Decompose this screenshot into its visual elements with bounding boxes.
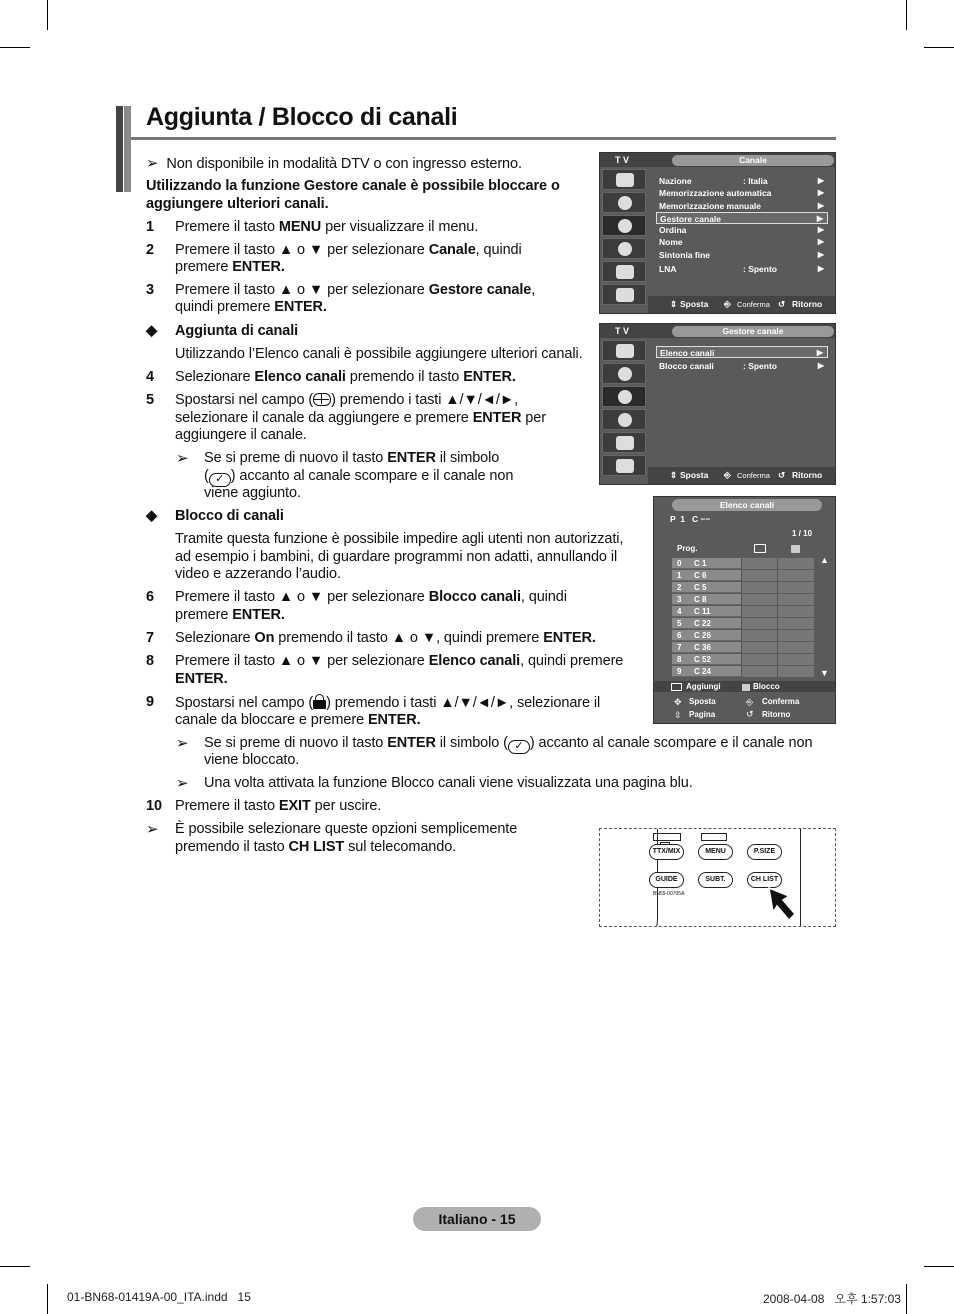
- crop-mark: [906, 1284, 907, 1314]
- note-text: viene bloccato.: [204, 752, 300, 768]
- sidebar-input-icon[interactable]: [602, 432, 646, 453]
- crop-mark: [0, 1266, 30, 1267]
- sidebar-picture-icon[interactable]: [602, 169, 646, 190]
- triangle-right-icon: ▶: [817, 361, 824, 370]
- add-cell[interactable]: [741, 570, 777, 581]
- psize-button[interactable]: P.SIZE: [747, 844, 782, 860]
- sidebar-digital-icon[interactable]: [602, 284, 646, 305]
- lock-icon: [791, 545, 800, 553]
- channel-number: 5: [677, 619, 682, 628]
- triangle-right-icon: ▶: [817, 176, 824, 185]
- step-text: per visualizzare il menu.: [321, 219, 479, 235]
- arrow-icon: ➢: [176, 775, 189, 792]
- step-key: EXIT: [278, 798, 311, 814]
- remote-illustration: [599, 828, 836, 927]
- crop-mark: [0, 47, 30, 48]
- sidebar-channel-icon[interactable]: [602, 215, 646, 236]
- input-icon: [616, 436, 634, 450]
- add-field-icon: [671, 683, 682, 691]
- tv-menu-canale: [599, 152, 836, 314]
- step-text: , quindi: [475, 242, 522, 258]
- lock-cell[interactable]: [777, 618, 814, 629]
- step-key: ENTER: [472, 410, 522, 426]
- intro-text: Utilizzando la funzione Gestore canale è possibile bloccare o aggiungere ulteriori canali.: [146, 178, 560, 212]
- step-text: Selezionare: [175, 369, 255, 385]
- channel-number: 3: [677, 595, 682, 604]
- title-rule: [131, 137, 836, 140]
- note-text: ) accanto al canale scompare e il canale non: [230, 468, 514, 484]
- channel-name: C 36: [694, 643, 711, 652]
- legend-confirm: Conferma: [762, 697, 800, 706]
- step-number: 1: [146, 219, 154, 235]
- scroll-down-icon[interactable]: ▼: [820, 668, 829, 678]
- channel-name: C 26: [694, 631, 711, 640]
- block-text-line: ad esempio i bambini, di guardare programmi non adatti, annullando il: [175, 548, 618, 565]
- channel-name: C 52: [694, 655, 711, 664]
- pointer-hand-icon: [765, 884, 805, 924]
- step-text: Premere il tasto: [175, 219, 279, 235]
- sidebar-input-icon[interactable]: [602, 261, 646, 282]
- channel-number: 9: [677, 667, 682, 676]
- guide-button[interactable]: GUIDE: [649, 872, 684, 888]
- add-text: Utilizzando l’Elenco canali è possibile aggiungere ulteriori canali.: [175, 346, 583, 362]
- step-text: ) premendo i tasti ▲/▼/◄/►,: [331, 392, 519, 408]
- step-text: premere: [175, 259, 233, 275]
- menu-row-manual[interactable]: Memorizzazione manuale ▶: [659, 201, 824, 211]
- menu-footer: [648, 296, 835, 313]
- add-cell[interactable]: [741, 594, 777, 605]
- note-text: Una volta attivata la funzione Blocco canali viene visualizzata una pagina blu.: [204, 775, 693, 791]
- table-row[interactable]: [672, 666, 785, 677]
- step-text: quindi premere: [175, 299, 275, 315]
- note-text: il simbolo: [435, 450, 500, 466]
- diamond-icon: ◆: [146, 508, 158, 524]
- triangle-right-icon: ▶: [817, 225, 824, 234]
- add-cell[interactable]: [741, 642, 777, 653]
- table-row[interactable]: [672, 582, 785, 593]
- step-text: Premere il tasto ▲ o ▼ per selezionare: [175, 653, 429, 669]
- note-text: È possibile selezionare queste opzioni semplicemente: [175, 821, 518, 837]
- sidebar-sound-icon[interactable]: [602, 363, 646, 384]
- file-info: 01-BN68-01419A-00_ITA.indd 15: [67, 1290, 251, 1304]
- step-3: [146, 282, 596, 318]
- step-6: [146, 589, 596, 625]
- menu-row-nome[interactable]: Nome ▶: [659, 237, 824, 247]
- menu-row-elenco[interactable]: Elenco canali ▶: [656, 346, 828, 358]
- note-key: ENTER: [387, 735, 436, 751]
- step-4: [146, 369, 596, 387]
- step-1: [146, 219, 596, 237]
- step-key: Gestore canale: [428, 282, 532, 298]
- updown-icon: ⇕: [670, 299, 678, 309]
- sidebar-setup-icon[interactable]: [602, 238, 646, 259]
- ttx-mix-button[interactable]: TTX/MIX: [649, 844, 684, 860]
- step-key: ENTER.: [232, 259, 285, 275]
- channel-page: 1 / 10: [792, 529, 813, 538]
- menu-sidebar: [601, 168, 647, 307]
- step-text: Premere il tasto ▲ o ▼ per selezionare: [175, 242, 429, 258]
- diamond-icon: ◆: [146, 323, 158, 339]
- block-heading: ◆ Blocco di canali: [146, 508, 284, 524]
- digital-icon: [616, 459, 634, 473]
- step-text: premere: [175, 607, 233, 623]
- note-text: viene aggiunto.: [204, 485, 301, 501]
- table-row[interactable]: [672, 570, 785, 581]
- legend-page: Pagina: [689, 710, 716, 719]
- step-number: 9: [146, 694, 154, 710]
- channel-number: 7: [677, 643, 682, 652]
- triangle-right-icon: ▶: [817, 201, 824, 210]
- channel-list-header: Elenco canali: [672, 499, 822, 511]
- step-text: ) premendo i tasti ▲/▼/◄/►, selezionare il: [326, 695, 601, 711]
- footer-back: Ritorno: [792, 470, 823, 480]
- note-text: (: [204, 468, 209, 484]
- step-10: [146, 798, 596, 816]
- triangle-right-icon: ▶: [817, 237, 824, 246]
- add-cell[interactable]: [741, 582, 777, 593]
- step-text: Premere il tasto ▲ o ▼ per selezionare: [175, 589, 429, 605]
- teletext-icon: [701, 833, 727, 841]
- menu-row-sintonia[interactable]: Sintonia fine ▶: [659, 250, 824, 260]
- table-row[interactable]: [672, 594, 785, 605]
- add-cell[interactable]: [741, 654, 777, 665]
- sound-icon: [618, 367, 632, 381]
- menu-top-bar: [600, 324, 835, 338]
- crop-mark: [924, 1266, 954, 1267]
- triangle-right-icon: ▶: [817, 264, 824, 273]
- ch-list-button[interactable]: CH LIST: [747, 872, 782, 888]
- add-cell[interactable]: [741, 606, 777, 617]
- crop-mark: [924, 47, 954, 48]
- sound-icon: [618, 196, 632, 210]
- step-9: [146, 694, 626, 730]
- step-text: , quindi premere: [520, 653, 624, 669]
- picture-icon: [616, 344, 634, 358]
- step-key: ENTER.: [463, 369, 516, 385]
- step-number: 4: [146, 369, 154, 385]
- crop-mark: [47, 0, 48, 30]
- legend-lock: Blocco: [753, 682, 780, 691]
- step-text: ,: [531, 282, 536, 298]
- check-icon: ✓: [209, 473, 231, 487]
- block-text-line: Tramite questa funzione è possibile impedire agli utenti non autorizzati,: [175, 531, 624, 547]
- subt-button[interactable]: SUBT.: [698, 872, 733, 888]
- footer-back: Ritorno: [792, 299, 823, 309]
- step-5-note: [176, 450, 556, 504]
- step-text: aggiungere il canale.: [175, 427, 307, 443]
- step-key: On: [254, 630, 275, 646]
- lock-cell[interactable]: [777, 606, 814, 617]
- step-text: Spostarsi nel campo (: [175, 695, 314, 711]
- step-8: [146, 653, 626, 689]
- channel-number: 2: [677, 583, 682, 592]
- step-text: Premere il tasto ▲ o ▼ per selezionare: [175, 282, 429, 298]
- step-number: 5: [146, 392, 154, 408]
- menu-tv-label: T V: [615, 155, 630, 165]
- add-cell[interactable]: [741, 666, 777, 677]
- step-text: selezionare il canale da aggiungere e premere: [175, 410, 473, 426]
- step-key: ENTER.: [274, 299, 327, 315]
- return-icon: ↺: [778, 470, 786, 480]
- menu-row-blocco[interactable]: Blocco canali : Spento ▶: [659, 361, 824, 371]
- legend-move: Sposta: [689, 697, 716, 706]
- channel-current: P 1 C −−: [670, 514, 711, 524]
- lock-cell[interactable]: [777, 666, 814, 677]
- step-text: premendo il tasto: [345, 369, 464, 385]
- menu-row-auto[interactable]: Memorizzazione automatica ▶: [659, 188, 824, 198]
- lock-cell[interactable]: [777, 570, 814, 581]
- step-text: per uscire.: [310, 798, 382, 814]
- lock-cell[interactable]: [777, 558, 814, 569]
- crop-mark: [47, 1284, 48, 1314]
- lock-cell[interactable]: [777, 594, 814, 605]
- channel-number: 8: [677, 655, 682, 664]
- page-number: Italiano - 15: [413, 1207, 541, 1231]
- channel-name: C 22: [694, 619, 711, 628]
- lock-icon: [742, 684, 750, 691]
- step-number: 6: [146, 589, 154, 605]
- note-text: Non disponibile in modalità DTV o con ingresso esterno.: [166, 156, 522, 172]
- step-text: Selezionare: [175, 630, 255, 646]
- menu-row-gestore[interactable]: Gestore canale ▶: [656, 212, 828, 224]
- teletext-icon: [653, 833, 681, 841]
- note-key: CH LIST: [288, 839, 345, 855]
- arrow-icon: ➢: [146, 821, 159, 838]
- menu-header: Canale: [672, 155, 834, 166]
- step-key: Elenco canali: [428, 653, 521, 669]
- channel-number: 6: [677, 631, 682, 640]
- input-icon: [616, 265, 634, 279]
- enter-icon: ⎆: [724, 470, 731, 480]
- table-row[interactable]: [672, 606, 785, 617]
- channel-prog-label: Prog.: [677, 544, 698, 553]
- step-9-note-2: [176, 775, 836, 794]
- note-text: il simbolo (: [435, 735, 508, 751]
- step-key: Elenco canali: [254, 369, 346, 385]
- step-number: 2: [146, 242, 154, 258]
- channel-number: 1: [677, 571, 682, 580]
- title-bar-dark: [116, 106, 123, 192]
- step-number: 3: [146, 282, 154, 298]
- block-text: [175, 531, 645, 584]
- channel-icon: [618, 219, 632, 233]
- step-text: per: [521, 410, 546, 426]
- add-cell[interactable]: [741, 630, 777, 641]
- channel-name: C 1: [694, 559, 707, 568]
- arrow-icon: ➢: [176, 450, 189, 467]
- setup-icon: [618, 242, 632, 256]
- sidebar-sound-icon[interactable]: [602, 192, 646, 213]
- channel-name: C 24: [694, 667, 711, 676]
- page-title: Aggiunta / Blocco di canali: [146, 103, 458, 131]
- triangle-right-icon: ▶: [817, 250, 824, 259]
- legend-add: Aggiungi: [686, 682, 721, 691]
- menu-row-nazione[interactable]: Nazione : Italia ▶: [659, 176, 824, 186]
- step-key: ENTER.: [543, 630, 596, 646]
- lock-cell[interactable]: [777, 654, 814, 665]
- add-heading: ◆ Aggiunta di canali: [146, 323, 299, 339]
- note-text: Se si preme di nuovo il tasto: [204, 450, 388, 466]
- scroll-up-icon[interactable]: ▲: [820, 555, 829, 565]
- channel-name: C 6: [694, 571, 707, 580]
- step-text: premendo il tasto ▲ o ▼, quindi premere: [274, 630, 544, 646]
- lock-icon: [313, 694, 326, 709]
- note-text: sul telecomando.: [344, 839, 457, 855]
- step-text: , quindi: [520, 589, 567, 605]
- step-9-note-1: [176, 735, 836, 771]
- step-7: [146, 630, 626, 648]
- footer-move: Sposta: [680, 299, 709, 309]
- table-row[interactable]: [672, 558, 785, 569]
- note-text: Se si preme di nuovo il tasto: [204, 735, 388, 751]
- enter-icon: ⎆: [746, 697, 754, 707]
- triangle-right-icon: ▶: [816, 348, 823, 357]
- note-text: ) accanto al canale scompare e il canale non: [529, 735, 813, 751]
- enter-icon: ⎆: [724, 299, 731, 309]
- footer-confirm: Conferma: [737, 471, 770, 480]
- step-key: MENU: [278, 219, 322, 235]
- footer-confirm: Conferma: [737, 300, 770, 309]
- step-number: 7: [146, 630, 154, 646]
- sidebar-picture-icon[interactable]: [602, 340, 646, 361]
- footer-move: Sposta: [680, 470, 709, 480]
- channel-list-panel: [653, 496, 836, 724]
- table-row[interactable]: [672, 654, 785, 665]
- return-icon: ↺: [778, 299, 786, 309]
- channel-icon: [618, 390, 632, 404]
- tv-menu-gestore: [599, 323, 836, 485]
- menu-header: Gestore canale: [672, 326, 834, 337]
- sidebar-channel-icon[interactable]: [602, 386, 646, 407]
- menu-row-ordina[interactable]: Ordina ▶: [659, 225, 824, 235]
- setup-icon: [618, 413, 632, 427]
- channel-number: 0: [677, 559, 682, 568]
- menu-sidebar: [601, 339, 647, 478]
- page-icon: ⇳: [674, 710, 682, 720]
- step-text: Spostarsi nel campo (: [175, 392, 314, 408]
- step-text: Premere il tasto: [175, 798, 279, 814]
- title-bar-light: [124, 106, 131, 192]
- menu-row-lna[interactable]: LNA : Spento ▶: [659, 264, 824, 274]
- table-row[interactable]: [672, 618, 785, 629]
- arrow-icon: ➢: [176, 735, 189, 752]
- step-number: 10: [146, 798, 162, 814]
- channel-name: C 11: [694, 607, 711, 616]
- legend-back: Ritorno: [762, 710, 791, 719]
- add-cell[interactable]: [741, 558, 777, 569]
- step-key: Blocco canali: [428, 589, 521, 605]
- step-key: ENTER.: [232, 607, 285, 623]
- check-icon: ✓: [508, 740, 530, 754]
- note-text: premendo il tasto: [175, 839, 289, 855]
- arrow-icon: ➢: [146, 155, 159, 172]
- add-field-icon: [313, 393, 331, 406]
- step-key: Canale: [428, 242, 476, 258]
- table-row[interactable]: [672, 642, 785, 653]
- step-text: canale da bloccare e premere: [175, 712, 368, 728]
- picture-icon: [616, 173, 634, 187]
- sidebar-setup-icon[interactable]: [602, 409, 646, 430]
- note-key: ENTER: [387, 450, 436, 466]
- channel-name: C 8: [694, 595, 707, 604]
- remote-model: BN59-00705A: [653, 891, 685, 897]
- step-number: 8: [146, 653, 154, 669]
- triangle-right-icon: ▶: [816, 214, 823, 223]
- return-icon: ↺: [746, 709, 754, 719]
- channel-name: C 5: [694, 583, 707, 592]
- menu-tv-label: T V: [615, 326, 630, 336]
- add-cell[interactable]: [741, 618, 777, 629]
- add-field-icon: [754, 544, 766, 553]
- lock-cell[interactable]: [777, 642, 814, 653]
- crop-mark: [906, 0, 907, 30]
- step-key: ENTER.: [367, 712, 421, 728]
- step-5: [146, 392, 596, 446]
- lock-cell[interactable]: [777, 582, 814, 593]
- lock-cell[interactable]: [777, 630, 814, 641]
- menu-footer: [648, 467, 835, 484]
- final-note: [146, 821, 566, 857]
- triangle-right-icon: ▶: [817, 188, 824, 197]
- updown-icon: ✥: [674, 697, 682, 707]
- menu-top-bar: [600, 153, 835, 167]
- note-dtv: [146, 155, 522, 174]
- menu-button[interactable]: MENU: [698, 844, 733, 860]
- date-info: 2008-04-08 오후 1:57:03: [763, 1292, 901, 1306]
- step-key: ENTER.: [175, 671, 228, 687]
- sidebar-digital-icon[interactable]: [602, 455, 646, 476]
- step-2: [146, 242, 596, 278]
- block-text-line: video e azzerando l’audio.: [175, 566, 341, 582]
- updown-icon: ⇕: [670, 470, 678, 480]
- table-row[interactable]: [672, 630, 785, 641]
- channel-number: 4: [677, 607, 682, 616]
- digital-icon: [616, 288, 634, 302]
